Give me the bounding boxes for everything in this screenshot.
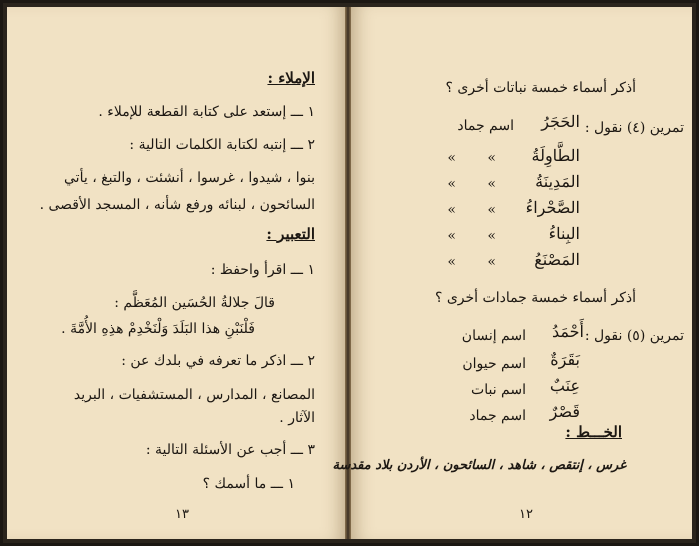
dictation-words-line-1: بنوا ، شيدوا ، غرسوا ، أنشئت ، والتبغ ، يأتي xyxy=(64,170,315,186)
page-number-left: ١٣ xyxy=(175,507,189,522)
quote-line-1: قالَ جلالةُ الحُسَين المُعَظَّم : xyxy=(114,295,275,311)
exercise-5-row-type: اسم جماد xyxy=(469,408,526,424)
exercise-5-row-type: اسم إنسان xyxy=(461,328,526,344)
ditto-mark: » xyxy=(487,176,496,192)
page-number-right: ١٢ xyxy=(519,507,533,522)
exercise-5-label: تمرين (٥) نقول : xyxy=(584,328,684,344)
expression-item-1: ١ ـــ اقرأ واحفظ : xyxy=(210,262,315,278)
question-solids: أذكر أسماء خمسة جمادات أخرى ؟ xyxy=(434,290,636,306)
exercise-4-word: الحَجَرُ xyxy=(541,112,580,131)
page-12 xyxy=(332,7,692,539)
exercise-5-row-word: بَقَرَةٌ xyxy=(550,350,580,369)
ditto-mark: » xyxy=(447,150,456,166)
ditto-mark: » xyxy=(447,176,456,192)
expression-item-2: ٢ ـــ اذكر ما تعرفه في بلدك عن : xyxy=(121,353,315,369)
exercise-4-label: تمرين (٤) نقول : xyxy=(584,120,684,136)
exercise-5-row-type: اسم نبات xyxy=(471,382,526,398)
exercise-4-row-word: البِناءُ xyxy=(548,224,580,243)
exercise-4-row-word: الصَّحْراءُ xyxy=(525,198,580,217)
dictation-words-line-2: السائحون ، لبنائه ورفع شأنه ، المسجد الأقصى . xyxy=(39,197,315,213)
handwriting-line: غرس ، إنتقص ، شاهد ، السائحون ، الأردن بلاد مقدسة xyxy=(332,458,626,473)
dictation-item-1: ١ ـــ إستعد على كتابة القطعة للإملاء . xyxy=(98,104,315,120)
exercise-5-row-word: قَصْرٌ xyxy=(549,402,580,421)
heading-expression: التعبير : xyxy=(266,225,315,243)
ditto-mark: » xyxy=(447,228,456,244)
ditto-mark: » xyxy=(447,254,456,270)
exercise-4-type: اسم جماد xyxy=(457,118,514,134)
page-13 xyxy=(7,7,345,539)
expression-items-line-1: المصانع ، المدارس ، المستشفيات ، البريد xyxy=(73,387,315,403)
exercise-4-row-word: المَدِينَةُ xyxy=(535,172,580,191)
dictation-item-2: ٢ ـــ إنتبه لكتابة الكلمات التالية : xyxy=(129,137,315,153)
quote-line-2: فَلْنَبْنِ هذا البَلَدَ وَلْنَخْدِمْ هذِهِ الأُمَّةَ . xyxy=(61,321,255,337)
question-1: ١ ـــ ما أسمك ؟ xyxy=(202,476,295,492)
ditto-mark: » xyxy=(447,202,456,218)
heading-handwriting: الخـــط : xyxy=(565,423,622,441)
exercise-5-row-type: اسم حيوان xyxy=(462,356,526,372)
heading-dictation: الإملاء : xyxy=(267,69,315,87)
question-plants: أذكر أسماء خمسة نباتات أخرى ؟ xyxy=(445,80,636,96)
ditto-mark: » xyxy=(487,228,496,244)
expression-item-3: ٣ ـــ أجب عن الأسئلة التالية : xyxy=(145,442,315,458)
exercise-4-row-word: المَصْنَعُ xyxy=(534,250,580,269)
exercise-5-row-word: عِنَبٌ xyxy=(549,376,580,395)
ditto-mark: » xyxy=(487,254,496,270)
ditto-mark: » xyxy=(487,150,496,166)
ditto-mark: » xyxy=(487,202,496,218)
exercise-4-row-word: الطَّاوِلَةُ xyxy=(531,146,580,165)
book-spread xyxy=(3,3,696,543)
expression-items-line-2: الآثار . xyxy=(279,410,315,426)
exercise-5-row-word: أَحْمَدُ xyxy=(552,322,584,341)
